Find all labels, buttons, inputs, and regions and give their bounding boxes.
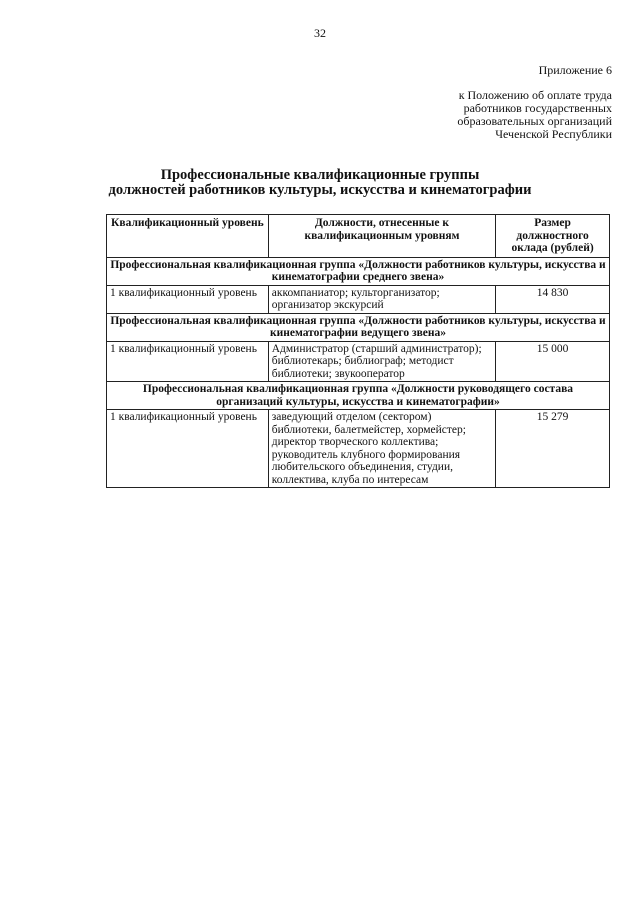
positions-cell: аккомпаниатор; культорганизатор; организатор экскурсий: [268, 285, 495, 313]
table-header-row: [107, 215, 610, 258]
appendix-block: [392, 64, 612, 141]
appendix-line: образовательных организаций: [457, 114, 612, 128]
positions-cell: Администратор (старший администратор); библиотекарь; библиограф; методист библиотеки; звукооператор: [268, 341, 495, 382]
table-row: [107, 285, 610, 313]
appendix-line: Чеченской Республики: [495, 127, 612, 141]
header-salary: Размер должностного оклада (рублей): [496, 215, 610, 258]
level-cell: 1 квалификационный уровень: [107, 285, 269, 313]
group-title-row: [107, 257, 610, 285]
document-title-line: должностей работников культуры, искусства и кинематографии: [108, 182, 532, 198]
level-cell: 1 квалификационный уровень: [107, 341, 269, 382]
salary-cell: 14 830: [496, 285, 610, 313]
salary-cell: 15 000: [496, 341, 610, 382]
appendix-title: Приложение 6: [538, 63, 612, 77]
group-title-row: [107, 313, 610, 341]
table-row: [107, 410, 610, 488]
appendix-line: работников государственных: [463, 101, 612, 115]
group-title: Профессиональная квалификационная группа «Должности работников культуры, искусства и кинематографии среднего звена»: [107, 257, 610, 285]
group-title-row: [107, 382, 610, 410]
document-title-line: Профессиональные квалификационные группы: [160, 167, 480, 183]
table-row: [107, 341, 610, 382]
header-positions: Должности, отнесенные к квалификационным уровням: [268, 215, 495, 258]
document-title: [0, 168, 640, 198]
positions-cell: заведующий отделом (сектором) библиотеки, балетмейстер, хормейстер; директор творческого коллектива; руководитель клубного формирования любительского объединения, студии, коллектива, клуба по интересам: [268, 410, 495, 488]
salary-cell: 15 279: [496, 410, 610, 488]
level-cell: 1 квалификационный уровень: [107, 410, 269, 488]
qualification-table: [106, 214, 610, 488]
group-title: Профессиональная квалификационная группа «Должности руководящего состава организаций культуры, искусства и кинематографии»: [107, 382, 610, 410]
group-title: Профессиональная квалификационная группа «Должности работников культуры, искусства и кинематографии ведущего звена»: [107, 313, 610, 341]
page-number: 32: [314, 26, 326, 40]
header-level: Квалификационный уровень: [107, 215, 269, 258]
appendix-line: к Положению об оплате труда: [458, 88, 612, 102]
